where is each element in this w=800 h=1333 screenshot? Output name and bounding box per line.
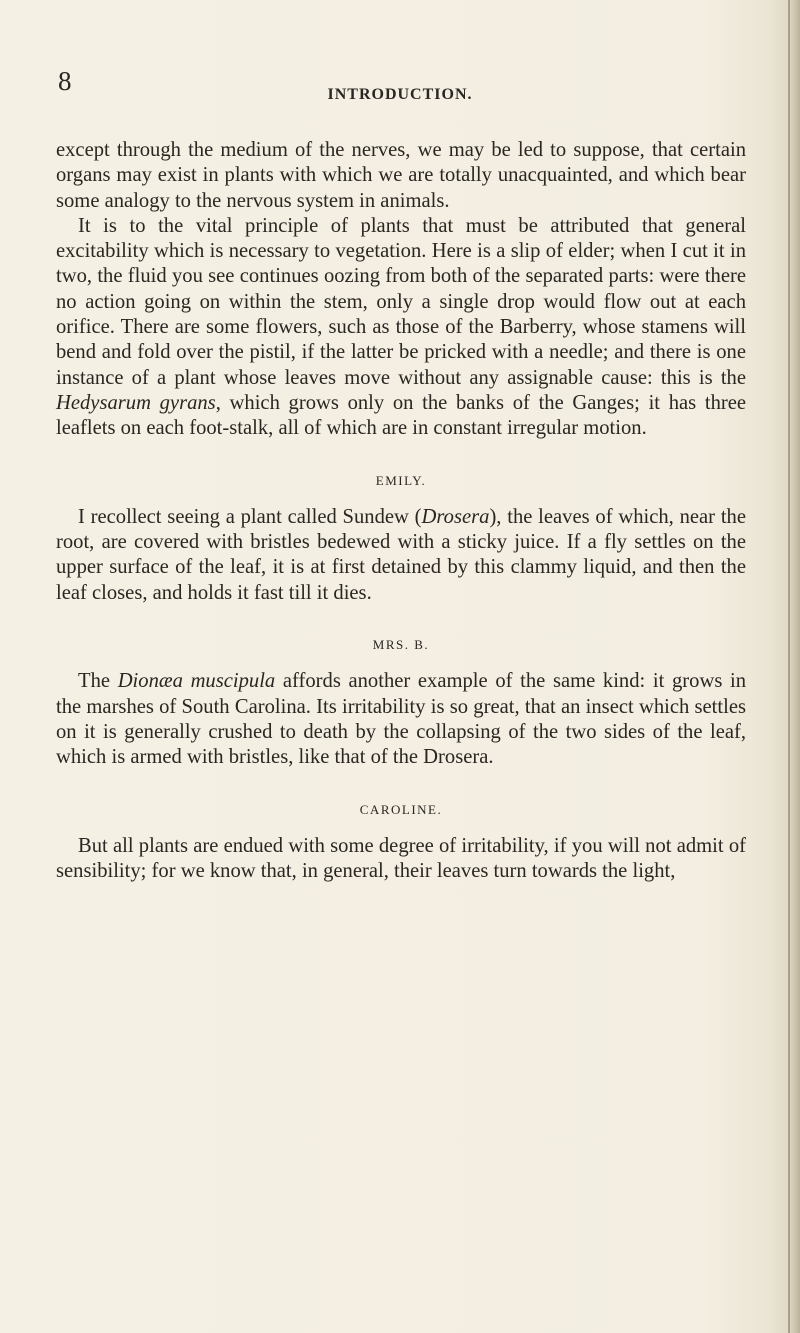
species-name-hedysarum: Hedysarum gyrans — [56, 391, 216, 414]
species-name-drosera: Drosera — [421, 505, 490, 528]
species-name-dionaea: Dionæa muscipula — [117, 670, 276, 693]
paragraph-4-end: affords another example of the same kind: it grows in the marshes of South Carolina. Its irritability is so great, that an insect which settles on it is generally crushed to death by the collapsing of the two sides of the leaf, which is armed with bristles, like that of the Drosera. — [56, 670, 747, 769]
running-head: INTRODUCTION. — [327, 86, 473, 103]
paragraph-2 — [56, 214, 746, 442]
speaker-emily: EMILY. — [375, 472, 427, 488]
paragraph-2-end: , which grows only on the banks of the Ganges; it has three leaflets on each foot-stalk, all of which are in constant irregular motion. — [56, 391, 747, 440]
paragraph-2-start: It is to the vital principle of plants that must be attributed that general excitability which is necessary to vegetation. Here is a slip of elder; when I cut it in two, the fluid you see continues oozing from both of the separated parts: were there no action going on within the stem, only a single drop would flow out at each orifice. There are some flowers, such as those of the Barberry, whose stamens will bend and fold over the pistil, if the latter be pricked with a needle; and there is one instance of a plant whose leaves move without any assignable cause: this is the — [56, 214, 746, 389]
paragraph-3-start: I recollect seeing a plant called Sundew ( — [78, 505, 422, 528]
page-number: 8 — [58, 66, 72, 96]
paragraph-5: But all plants are endued with some degree of irritability, if you will not admit of sensibility; for we know that, in general, their leaves turn towards the light, — [56, 834, 746, 883]
speaker-mrs-b: MRS. B. — [372, 637, 430, 653]
paragraph-3-end: ), the leaves of which, near the root, are covered with bristles bedewed with a sticky juice. If a fly settles on the upper surface of the leaf, it is at first detained by this clammy liquid, and then the leaf closes, and holds it fast till it dies. — [56, 505, 746, 604]
body-text — [56, 138, 746, 884]
paragraph-1: except through the medium of the nerves, we may be led to suppose, that certain organs may exist in plants with which we are totally unacquainted, and which bear some analogy to the nervous system in animals. — [56, 139, 746, 212]
paragraph-4 — [56, 669, 746, 770]
speaker-caroline: CAROLINE. — [359, 801, 443, 817]
paragraph-3 — [56, 505, 746, 606]
page-header — [0, 66, 800, 106]
page-edge-line — [788, 0, 790, 1333]
paragraph-4-start: The — [78, 670, 118, 693]
